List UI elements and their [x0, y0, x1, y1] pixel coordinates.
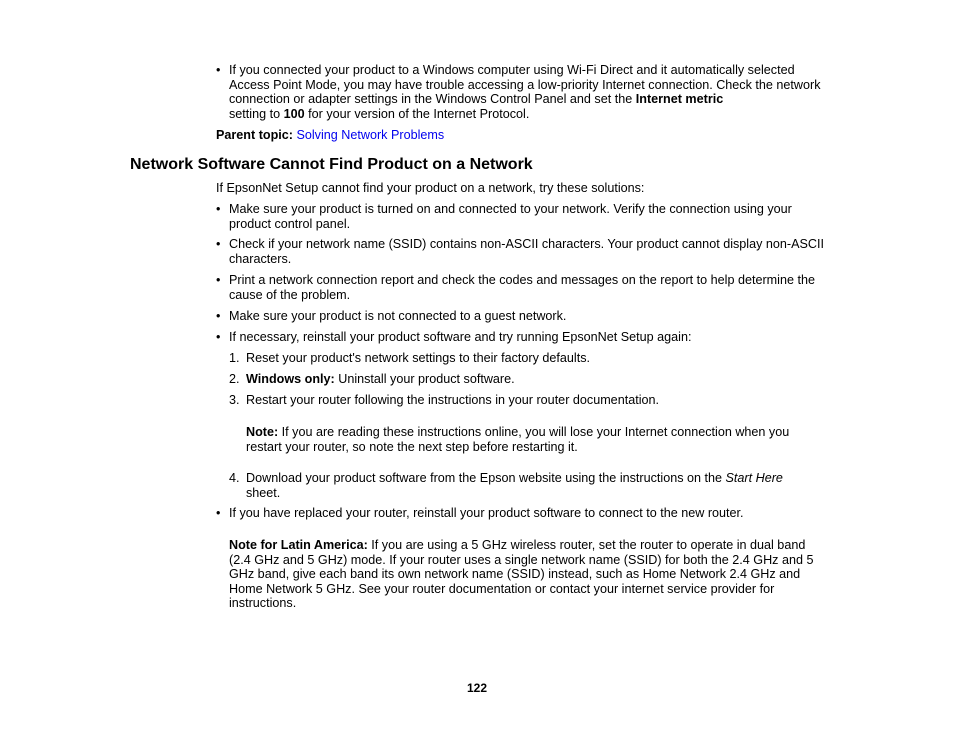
- step-item: Restart your router following the instructions in your router documentation.: [246, 393, 659, 407]
- text: If you are using a 5 GHz wireless router, set the router to operate in dual band (2.4 GHz and 5 GHz) mode. If your router uses a single network name (SSID) for both the 2.4 GHz and 5 GHz band, give each band its own network name (SSID) instead, such as Home Network 2.4 GHz and Home Network 5 GHz. See your router documentation or contact your internet service provider for instructions.: [229, 538, 814, 611]
- list-item: If necessary, reinstall your product software and try running EpsonNet Setup again:: [229, 330, 692, 344]
- bullet-marker: •: [216, 273, 221, 287]
- step-number: 2.: [229, 372, 240, 386]
- italic-term: Start Here: [725, 471, 783, 485]
- text: Uninstall your product software.: [334, 372, 515, 386]
- note-label: Note for Latin America:: [229, 538, 368, 552]
- bullet-marker: •: [216, 330, 221, 344]
- step-number: 4.: [229, 471, 240, 485]
- text: sheet.: [246, 485, 281, 500]
- page-number: 122: [466, 681, 488, 695]
- bold-term: Windows only:: [246, 372, 335, 386]
- bullet-marker: •: [216, 237, 221, 251]
- bold-term: Internet metric: [635, 92, 724, 107]
- list-item: Make sure your product is not connected to a guest network.: [229, 309, 567, 323]
- step-item: Reset your product's network settings to their factory defaults.: [246, 351, 590, 365]
- section-intro: If EpsonNet Setup cannot find your product on a network, try these solutions:: [216, 181, 645, 195]
- bullet-marker: •: [216, 202, 221, 216]
- note-label: Note:: [246, 425, 279, 439]
- bold-value: 100: [283, 106, 305, 121]
- text: setting to: [229, 106, 284, 121]
- parent-topic: [216, 128, 444, 143]
- step-number: 3.: [229, 393, 240, 407]
- list-item: If you have replaced your router, reinstall your product software to connect to the new router.: [229, 506, 744, 520]
- list-item: Check if your network name (SSID) contains non-ASCII characters. Your product cannot display non-ASCII characters.: [229, 237, 824, 266]
- top-bullet-paragraph: [229, 63, 829, 121]
- text: If you connected your product to a Windows computer using Wi-Fi Direct and it automatically selected Access Point Mode, you may have trouble accessing a low-priority Internet connection. Check the network connection or adapter settings in the Windows Control Panel and set the: [229, 63, 821, 107]
- text: If you are reading these instructions online, you will lose your Internet connection when you restart your router, so note the next step before restarting it.: [246, 425, 790, 454]
- parent-topic-link[interactable]: Solving Network Problems: [296, 128, 445, 142]
- list-item: Make sure your product is turned on and connected to your network. Verify the connection using your product control panel.: [229, 202, 792, 231]
- step-number: 1.: [229, 351, 240, 365]
- text: Download your product software from the Epson website using the instructions on the: [246, 471, 726, 485]
- parent-topic-label: Parent topic:: [216, 128, 293, 142]
- text: for your version of the Internet Protocol.: [304, 106, 530, 121]
- bullet-marker: •: [216, 63, 221, 77]
- bullet-marker: •: [216, 309, 221, 323]
- bullet-marker: •: [216, 506, 221, 520]
- step-item: [246, 372, 829, 387]
- latam-note: [229, 538, 819, 611]
- step-note: [246, 425, 821, 454]
- step-item: [246, 471, 814, 500]
- section-title: Network Software Cannot Find Product on a Network: [130, 156, 533, 173]
- list-item: Print a network connection report and check the codes and messages on the report to help determine the cause of the problem.: [229, 273, 815, 302]
